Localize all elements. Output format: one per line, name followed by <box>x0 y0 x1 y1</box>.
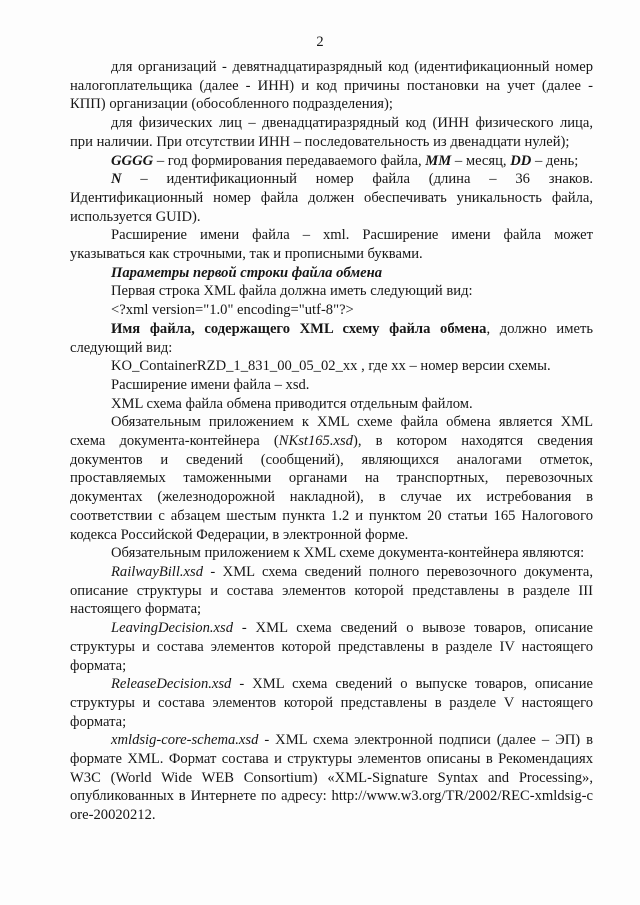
section-heading-first-line: Параметры первой строки файла обмена <box>111 264 383 281</box>
container-text-1: Обязательным приложением к XML схеме файла обмена является XML схема документа-контейнера ( <box>70 414 593 450</box>
paragraph-individuals: для физических лиц – двенадцатиразрядный код (ИНН физического лица, при наличии. При отсутствии ИНН – последовательность из двенадцати нулей); <box>70 115 593 150</box>
paragraph-container-appendix <box>70 413 593 544</box>
n-token: N <box>111 171 122 188</box>
xml-declaration: <?xml version="1.0" encoding="utf-8"?> <box>111 302 354 319</box>
releasedecision-text: - XML схема сведений о выпуске товаров, описание структуры и состава элементов которой представлены в разделе V настоящего формата; <box>70 676 593 730</box>
xmldsig-filename: xmldsig-core-schema.xsd <box>111 732 259 749</box>
paragraph-first-line: Первая строка XML файла должна иметь следующий вид: <box>111 283 473 300</box>
paragraph-schema-separate: XML схема файла обмена приводится отдельным файлом. <box>111 395 473 412</box>
page-number: 2 <box>316 34 324 50</box>
xmldsig-text: - XML схема электронной подписи (далее – ЭП) в формате XML. Формат состава и структуры элементов описаны в Рекомендациях W3C (World Wide WEB Consortium) «XML-Signature Syntax and Processing», опубликованных в Интернете по адресу: <box>70 732 593 805</box>
railwaybill-filename: RailwayBill.xsd <box>111 563 204 580</box>
list-item-railwaybill <box>70 563 593 619</box>
day-token: DD <box>510 152 532 169</box>
releasedecision-filename: ReleaseDecision.xsd <box>111 676 232 693</box>
container-text-2: ), в котором находятся сведения документов и сведений (сообщений), являющихся аналогами отметок, проставляемых таможенными органами на транспортных, перевозочных документах (железнодорожной накладной), в случае их истребования в соответствии с абзацем шестым пункта 1.2 и пунктом 20 статьи 165 Налогового кодекса Российской Федерации, в электронной форме. <box>70 433 593 543</box>
leavingdecision-text: - XML схема сведений о вывозе товаров, описание структуры и состава элементов которой представлены в разделе IV настоящего формата; <box>70 620 593 674</box>
paragraph-xsd-extension: Расширение имени файла – xsd. <box>111 376 310 393</box>
year-text: – год формирования передаваемого файла, <box>153 152 426 169</box>
day-text: – день; <box>531 152 579 169</box>
year-token: GGGG <box>111 152 154 169</box>
schema-name-bold: Имя файла, содержащего XML схему файла обмена <box>111 320 487 337</box>
railwaybill-text: - XML схема сведений полного перевозочного документа, описание структуры и состава элементов которой представлены в разделе III настоящего формата; <box>70 563 593 618</box>
paragraph-file-id <box>70 170 593 226</box>
paragraph-file-extension: Расширение имени файла – xml. Расширение имени файла может указываться как строчными, так и прописными буквами. <box>70 227 593 263</box>
list-item-xmldsig <box>70 731 593 825</box>
w3c-url-link[interactable]: http://www.w3.org/TR/2002/REC-xmldsig-core-20020212. <box>70 788 593 824</box>
paragraph-date-format <box>70 152 593 171</box>
paragraph-container-list-intro: Обязательным приложением к XML схеме документа-контейнера являются: <box>111 545 585 562</box>
month-token: MM <box>425 152 452 169</box>
paragraph-organizations: для организаций - девятнадцатиразрядный код (идентификационный номер налогоплательщика (далее - ИНН) и код причины постановки на учет (далее - КПП) организации (обособленного подразделения); <box>70 59 593 113</box>
schema-name-rest: , должно иметь следующий вид: <box>70 320 593 356</box>
list-item-releasedecision <box>70 675 593 731</box>
month-text: – месяц, <box>451 152 511 169</box>
leavingdecision-filename: LeavingDecision.xsd <box>111 620 233 637</box>
list-item-leavingdecision <box>70 619 593 675</box>
paragraph-schema-name <box>70 320 593 357</box>
schema-filename: KO_ContainerRZD_1_831_00_05_02_xx , где xx – номер версии схемы. <box>111 358 551 375</box>
file-id-text: – идентификационный номер файла (длина – 36 знаков. Идентификационный номер файла должен обеспечивать уникальность файла, используется GUID). <box>70 171 593 225</box>
document-body <box>70 58 593 825</box>
container-filename: NKst165.xsd <box>278 433 353 450</box>
